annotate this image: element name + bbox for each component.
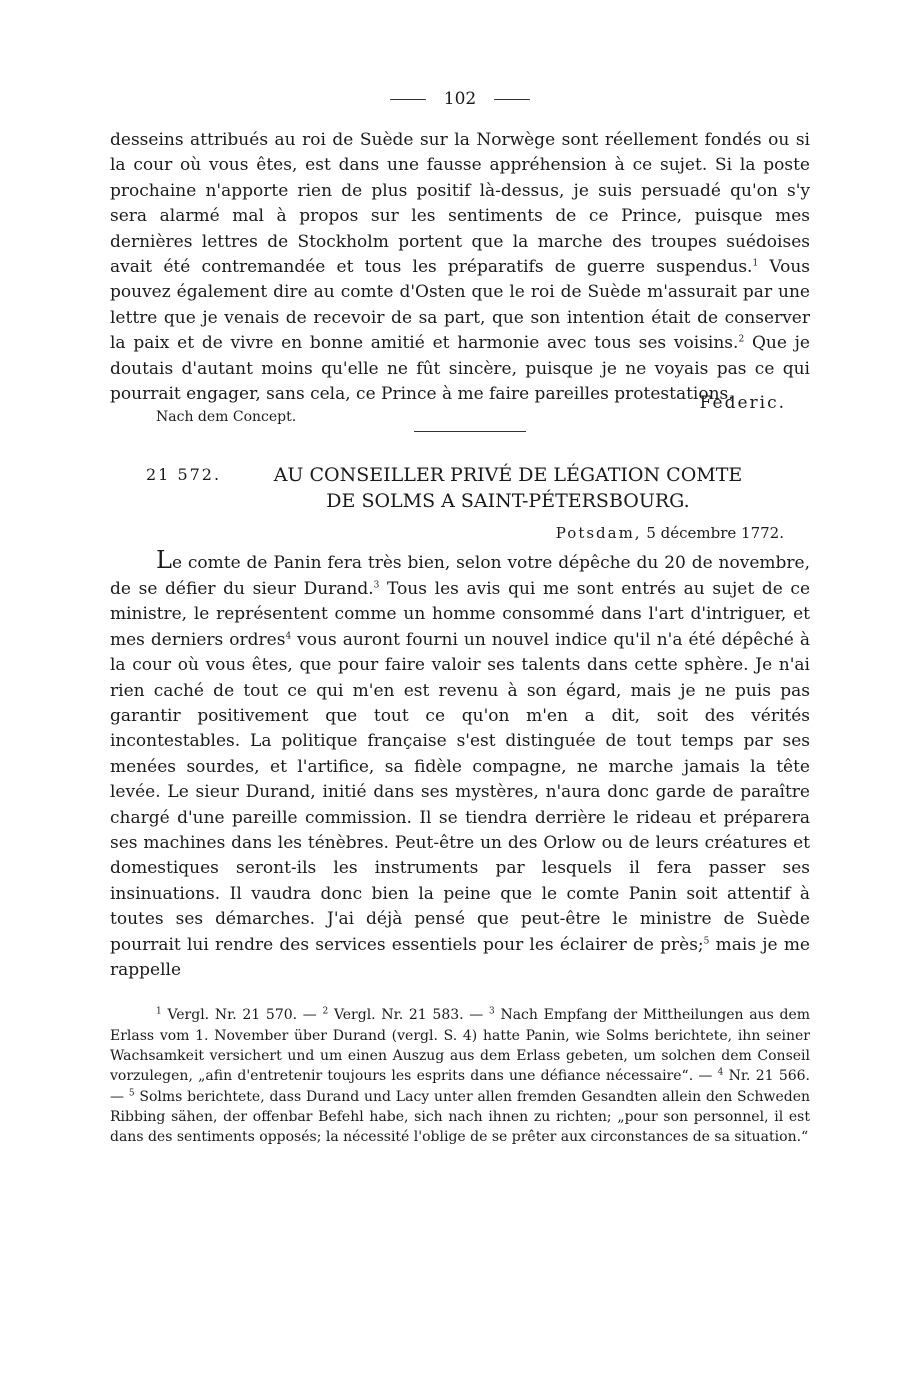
footnote-1-text: Vergl. Nr. 21 570. — bbox=[161, 1007, 323, 1024]
footnote-5-text: Solms berichtete, dass Durand und Lacy unter allen fremden Gesandten allein den Schweden Ribbing sähen, der offenbar Befehl habe, sich nach ihnen zu richten; „pour son personnel, il est dans des sentiments opposés; la nécessité l'oblige de se prêter aux circonstances de sa situation.“ bbox=[110, 1088, 810, 1146]
footnote-ref-1: 1 bbox=[752, 258, 759, 269]
letter-number: 21 572. bbox=[146, 465, 222, 485]
footnote-ref-4: 4 bbox=[285, 631, 292, 642]
footnote-1-marker bbox=[110, 1007, 162, 1023]
drop-initial: L bbox=[156, 546, 172, 575]
source-note: Nach dem Concept. bbox=[156, 409, 297, 426]
footnote-ref-2: 2 bbox=[738, 334, 745, 345]
signature: Federic. bbox=[699, 393, 786, 414]
footnote-5-number: 5 bbox=[128, 1087, 135, 1098]
letter-place: Potsdam, bbox=[555, 524, 642, 543]
footnote-3-text: Nach Empfang der Mittheilungen aus dem Erlass vom 1. November über Durand (vergl. S. 4) hatte Panin, wie Solms berichtete, ihn seiner Wachsamkeit versichert und um einen Auszug aus dem Erlass gebeten, um solchen dem Conseil vorzulegen, „afin d'entretenir toujours les esprits dans une défiance nécessaire“. — bbox=[110, 1007, 811, 1085]
letter-text-2: Tous les avis qui me sont entrés au sujet de ce ministre, le représentent comme un homme consommé dans l'art d'intriguer, et mes derniers ordres bbox=[110, 578, 811, 650]
page-number: 102 bbox=[443, 89, 477, 109]
continuation-text-2: Vous pouvez également dire au comte d'Osten que le roi de Suède m'assurait par une lettre que je venais de recevoir de sa part, que son intention était de conserver la paix et de vivre en bonne amitié et harmonie avec tous ses voisins. bbox=[110, 257, 810, 354]
letter-text-4: mais je me rappelle bbox=[110, 934, 810, 980]
header-rule-right bbox=[494, 99, 530, 100]
document-page bbox=[110, 84, 810, 1147]
footnote-4-number: 4 bbox=[717, 1067, 724, 1078]
letter-date: 5 décembre 1772. bbox=[641, 524, 784, 543]
letter-body bbox=[110, 548, 810, 983]
footnote-2-number: 2 bbox=[322, 1006, 329, 1017]
continuation-paragraph bbox=[110, 128, 810, 407]
footnote-ref-3: 3 bbox=[373, 580, 380, 591]
page-header bbox=[110, 84, 810, 114]
footnote-3-number: 3 bbox=[489, 1006, 495, 1017]
letter-heading-line-1: AU CONSEILLER PRIVÉ DE LÉGATION COMTE bbox=[273, 464, 743, 487]
letter-text-3: vous auront fourni un nouvel indice qu'il n'a été dépêché à la cour où vous êtes, que pour faire valoir ses talents dans cette sphère. Je n'ai rien caché de tout ce qui m'en est revenu à son égard, mais je ne puis pas garantir positivement que tout ce qu'on m'en a dit, soit des vérités incontestables. La politique française s'est distinguée de tout temps par ses menées sourdes, et l'artifice, sa fidèle compagne, ne marche jamais la tête levée. Le sieur Durand, initié dans ses mystères, n'aura donc garde de paraître chargé d'une pareille commission. Il se tiendra derrière le rideau et préparera ses machines dans les ténèbres. Peut-être un des Orlow ou de leurs créatures et domestiques seront-ils les instruments par lesquels il fera passer ses insinuations. Il vaudra donc bien la peine que le comte Panin soit attentif à toutes ses démarches. J'ai déjà pensé que peut-être le ministre de Suède pourrait lui rendre des services essentiels pour les éclairer de près; bbox=[110, 629, 810, 955]
footnote-4-text: Nr. 21 566. — bbox=[110, 1068, 810, 1105]
footnote-2-text: Vergl. Nr. 21 583. — bbox=[328, 1007, 489, 1024]
footnote-1-number: 1 bbox=[156, 1006, 162, 1017]
letter-heading bbox=[110, 462, 810, 514]
letter-dateline bbox=[110, 522, 810, 544]
continuation-text-3: Que je doutais d'autant moins qu'elle ne fût sincère, puisque je ne voyais pas ce qui pourrait engager, sans cela, ce Prince à me faire pareilles protestations. bbox=[110, 333, 810, 405]
footnote-ref-5: 5 bbox=[703, 935, 710, 946]
header-rule-left bbox=[390, 99, 426, 100]
letter-heading-line-2: DE SOLMS A SAINT-PÉTERSBOURG. bbox=[326, 490, 690, 513]
letter-text-1: e comte de Panin fera très bien, selon votre dépêche du 20 de novembre, de se défier du sieur Durand. bbox=[110, 553, 810, 599]
footnotes bbox=[110, 1005, 810, 1147]
continuation-text-1: desseins attribués au roi de Suède sur la Norwège sont réellement fondés ou si la cour où vous êtes, est dans une fausse appréhension à ce sujet. Si la poste prochaine n'apporte rien de plus positif là-dessus, je suis persuadé qu'on s'y sera alarmé mal à propos sur les sentiments de ce Prince, puisque mes dernières lettres de Stockholm portent que la marche des troupes suédoises avait été contremandée et tous les préparatifs de guerre suspendus. bbox=[110, 130, 810, 278]
section-separator bbox=[414, 431, 526, 432]
signature-row bbox=[110, 393, 810, 431]
